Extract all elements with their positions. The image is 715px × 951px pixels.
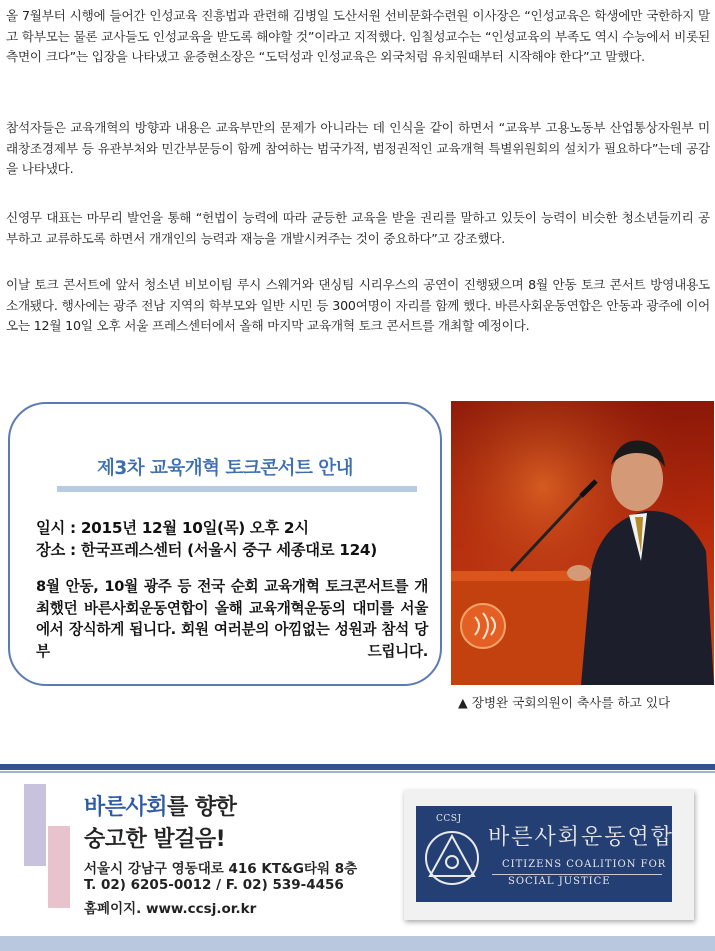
article-paragraph-1: 올 7월부터 시행에 들어간 인성교육 진흥법과 관련해 김병일 도산서원 선비문화수련원 이사장은 “인성교육은 학생에만 국한하지 말고 학부모는 물론 교사들도 인성교육을 받도록 해야할 것”이라고 지적했다. 임칠성교수는 “인성교육의 부족도 역시 수능에서 비롯된 측면이 크다”는 입장을 나타냈고 윤증현소장은 “도덕성과 인성교육은 외국처럼 유치원때부터 시작해야 한다”고 말했다. [6, 8, 710, 64]
decorative-block-lavender [24, 784, 46, 866]
notice-title-underline [57, 486, 417, 492]
article-paragraph-3: 신영무 대표는 마무리 발언을 통해 “헌법이 능력에 따라 균등한 교육을 받을 권리를 말하고 있듯이 능력이 비슷한 청소년들끼리 공부하고 교류하도록 하면서 개개인의 능력과 재능을 개발시켜주는 것이 중요하다”고 강조했다. [6, 210, 710, 246]
notice-place-line: 장소 : 한국프레스센터 (서울시 중구 세종대로 124) [36, 541, 377, 559]
notice-title: 제3차 교육개혁 토크콘서트 안내 [96, 458, 354, 479]
article-paragraph-4: 이날 토크 콘서트에 앞서 청소년 비보이팀 루시 스웨거와 댄싱팀 시리우스의 공연이 진행됐으며 8월 안동 토크 콘서트 방영내용도 소개됐다. 행사에는 광주 전남 지역의 학부모와 일반 시민 등 300여명이 자리를 함께 했다. 바른사회운동연합은 안동과 광주에 이어 오는 12월 10일 오후 서울 프레스센터에서 올해 마지막 교육개혁 토크 콘서트를 개최할 예정이다. [6, 277, 710, 333]
slogan-rest: 를 향한 [167, 795, 237, 820]
photo-caption: ▲ 장병완 국회의원이 축사를 하고 있다 [458, 695, 671, 710]
logo-name-english-1: CITIZENS COALITION FOR [502, 859, 667, 870]
logo-panel [416, 806, 675, 902]
footer-divider-thin [0, 771, 715, 773]
logo-name-korean: 바른사회운동연합 [488, 825, 675, 850]
notice-date-line: 일시 : 2015년 12월 10일(목) 오후 2시 [36, 519, 309, 537]
footer-divider [0, 764, 715, 770]
article-paragraph-2: 참석자들은 교육개혁의 방향과 내용은 교육부만의 문제가 아니라는 데 인식을 같이 하면서 “교육부 고용노동부 산업통상자원부 미래창조경제부 등 유관부처와 민간부문등이 함께 참여하는 범국가적, 범정권적인 교육개혁 특별위원회의 설치가 필요하다”는데 공감을 나타냈다. [6, 120, 710, 176]
footer-slogan-line-2: 숭고한 발걸음! [84, 827, 226, 852]
event-notice-box [8, 402, 442, 686]
notice-body: 8월 안동, 10월 광주 등 전국 순회 교육개혁 토크콘서트를 개최했던 바른사회운동연합이 올해 교육개혁운동의 대미를 서울에서 장식하게 됩니다. 회원 여러분의 아낌없는 성원과 참석 당부 드립니다. [36, 578, 428, 660]
ccsj-logo [404, 790, 694, 920]
footer-address: 서울시 강남구 영동대로 416 KT&G타워 8층 [84, 861, 358, 877]
logo-abbreviation: CCSJ [436, 814, 462, 824]
decorative-block-pink [48, 826, 70, 908]
footer-website[interactable]: 홈페이지. www.ccsj.or.kr [84, 901, 257, 917]
logo-divider [492, 874, 662, 875]
logo-name-english-2: SOCIAL JUSTICE [508, 876, 611, 887]
footer-slogan-line-1 [84, 790, 236, 821]
footer-bottom-band [0, 936, 715, 951]
slogan-highlight: 바른사회 [84, 795, 168, 820]
speaker-photo [451, 401, 714, 685]
footer-phone-fax: T. 02) 6205-0012 / F. 02) 539-4456 [84, 877, 344, 893]
speaker-photo-illustration [451, 401, 714, 685]
